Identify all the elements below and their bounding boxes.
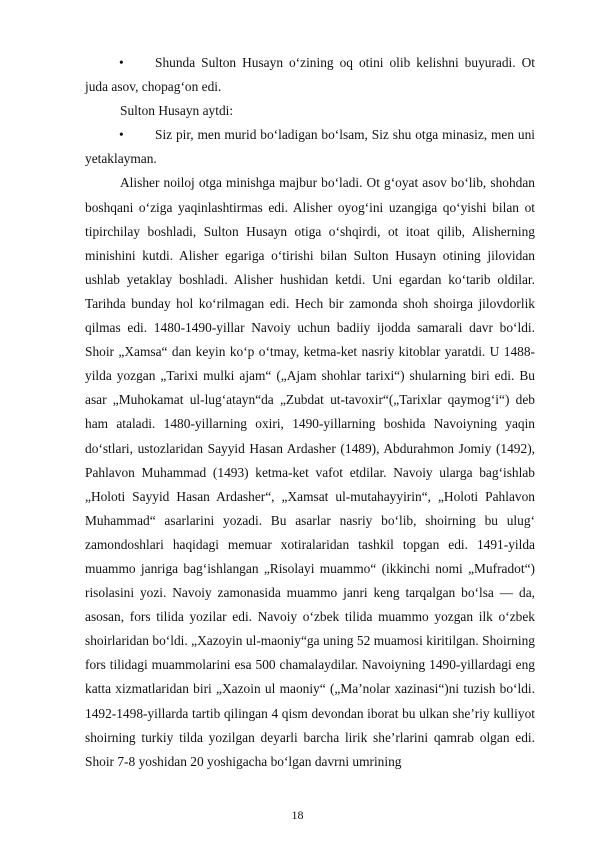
page-number: 18 bbox=[291, 808, 304, 822]
bullet-icon: • bbox=[119, 127, 124, 143]
paragraph-text: Siz pir, men murid bo‘ladigan bo‘lsam, Siz shu otga minasiz, men uni yetaklayman. bbox=[85, 127, 535, 167]
paragraph-text: Sulton Husayn aytdi: bbox=[120, 103, 234, 119]
paragraph-4 bbox=[85, 171, 535, 773]
paragraph-text: Shunda Sulton Husayn o‘zining oq otini olib kelishni buyuradi. Ot juda asov, chopag‘on edi. bbox=[85, 55, 535, 95]
body-text bbox=[85, 51, 535, 774]
paragraph-2 bbox=[85, 99, 535, 123]
bullet-paragraph-3 bbox=[85, 123, 535, 171]
bullet-icon: • bbox=[119, 55, 124, 70]
paragraph-text: Alisher noiloj otga minishga majbur bo‘ladi. Ot g‘oyat asov bo‘lib, shohdan boshqani o‘ziga yaqinlashtirmas edi. Alisher oyog‘ini uzangiga qo‘yishi bilan ot tipirchilay boshladi, Sulton Husayn otiga o‘shqirdi, ot itoat qilib, Alisherning minishini kutdi. Alisher egariga o‘tirishi bilan Sulton Husayn otining jilovidan ushlab yetaklay boshladi. Alisher hushidan ketdi. Uni egardan ko‘tarib oldilar. Tarihda bunday hol ko‘rilmagan edi. Hech bir zamonda shoh shoirga jilovdorlik qilmas edi. 1480-1490-yillar Navoiy uchun badiiy ijodda samarali davr bo‘ldi. Shoir „Xamsa“ dan keyin ko‘p o‘tmay, ketma-ket nasriy kitoblar yaratdi. U 1488-yilda yozgan „Tarixi mulki ajam“ („Ajam shohlar tarixi“) shularning biri edi. Bu asar „Muhokamat ul-lug‘atayn“da „Zubdat ut-tavoxir“(„Tarixlar qaymog‘i“) deb ham ataladi. 1480-yillarning oxiri, 1490-yillarning boshida Navoiyning yaqin do‘stlari, ustozlaridan Sayyid Hasan Ardasher (1489), Abdurahmon Jomiy (1492), Pahlavon Muhammad (1493) ketma-ket vafot etdilar. Navoiy ularga bag‘ishlab „Holoti Sayyid Hasan Ardasher“, „Xamsat ul-mutahayyirin“, „Holoti Pahlavon Muhammad“ asarlarini yozadi. Bu asarlar nasriy bo‘lib, shoirning bu ulug‘ zamondoshlari haqidagi memuar xotiralaridan tashkil topgan edi. 1491-yilda muammo janriga bag‘ishlangan „Risolayi muammo“ (ikkinchi nomi „Mufradot“) risolasini yozi. Navoiy zamonasida muammo janri keng tarqalgan bo‘lsa — da, asosan, fors tilida yozilar edi. Navoiy o‘zbek tilida muammo yozgan ilk o‘zbek shoirlaridan bo‘ldi. „Xazoyin ul-maoniy“ga uning 52 muamosi kiritilgan. Shoirning fors tilidagi muammolarini esa 500 chamalaydilar. Navoiyning 1490-yillardagi eng katta xizmatlaridan biri „Xazoin ul maoniy“ („Ma’nolar xazinasi“)ni tuzish bo‘ldi. 1492-1498-yillarda tartib qilingan 4 qism devondan iborat bu ulkan she’riy kulliyot shoirning turkiy tilda yozilgan deyarli barcha lirik she’rlarini qamrab olgan edi. Shoir 7-8 yoshidan 20 yoshigacha bo‘lgan davrni umrining bbox=[85, 175, 535, 769]
bullet-paragraph-1 bbox=[85, 51, 535, 99]
